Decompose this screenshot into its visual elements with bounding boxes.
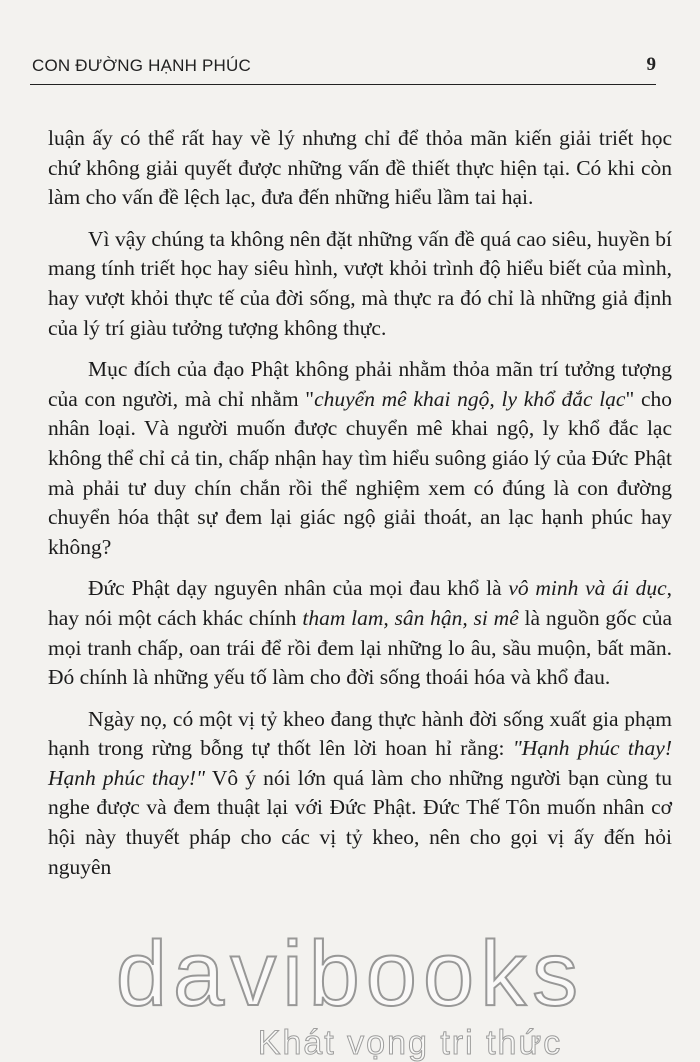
paragraph: [48, 225, 672, 343]
paragraph: [48, 124, 672, 213]
publisher-watermark: [0, 923, 700, 1062]
text-run: Mục đích của đạo Phật không phải nhằm thỏa mãn trí tưởng tượng của con người, mà chỉ nhằm ": [48, 357, 672, 411]
italic-text: "Hạnh phúc thay! Hạnh phúc thay!": [48, 736, 672, 790]
text-run: Đức Phật dạy nguyên nhân của mọi đau khổ là: [88, 576, 509, 601]
paragraph: [48, 574, 672, 692]
italic-text: vô minh và ái dục: [508, 576, 667, 601]
text-run: Vô ý nói lớn quá làm cho những người bạn cùng tu nghe được và đem thuật lại với Đức Phật. Đức Thế Tôn muốn nhân cơ hội này thuyết pháp cho các vị tỷ kheo, nên cho gọi vị ấy đến hỏi nguyên: [48, 765, 672, 879]
paragraph: [48, 705, 672, 883]
running-header: [30, 52, 656, 85]
text-run: Ngày nọ, có một vị tỷ kheo đang thực hành đời sống xuất gia phạm hạnh trong rừng bỗng tự thốt lên lời hoan hỉ rằng:: [48, 706, 672, 761]
paragraph: [48, 355, 672, 562]
italic-text: tham lam, sân hận, si mê: [302, 605, 519, 630]
text-run: Vì vậy chúng ta không nên đặt những vấn đề quá cao siêu, huyền bí mang tính triết học hay siêu hình, vượt khỏi trình độ hiểu biết của mình, hay vượt khỏi thực tế của đời sống, mà thực ra đó chỉ là những giả định của lý trí giàu tưởng tượng không thực.: [48, 226, 672, 340]
body-text: [48, 124, 672, 894]
watermark-brand: davibooks: [115, 923, 585, 1025]
text-run: là nguồn gốc của mọi tranh chấp, oan trái để rồi đem lại những lo âu, sầu muộn, bất mãn. Đó chính là những yếu tố làm cho đời sống thoái hóa và khổ đau.: [48, 605, 672, 690]
text-run: , hay nói một cách khác chính: [48, 576, 672, 630]
text-run: luận ấy có thể rất hay về lý nhưng chỉ để thỏa mãn kiến giải triết học chứ không giải quyết được những vấn đề thiết thực hiện tại. Có khi còn làm cho vấn đề lệch lạc, đưa đến những hiểu lầm tai hại.: [48, 126, 672, 210]
watermark-slogan: Khát vọng tri thức: [257, 1024, 563, 1062]
italic-text: chuyển mê khai ngộ, ly khổ đắc lạc: [314, 386, 626, 411]
text-run: " cho nhân loại. Và người muốn được chuyển mê khai ngộ, ly khổ đắc lạc không thể chỉ cả tin, chấp nhận hay tìm hiểu suông giáo lý của Đức Phật mà phải tư duy chín chắn rồi thể nghiệm xem có đúng là con đường chuyển hóa thật sự đem lại giác ngộ giải thoát, an lạc hạnh phúc hay không?: [48, 386, 672, 559]
page-number: 9: [646, 54, 656, 75]
book-title: CON ĐƯỜNG HẠNH PHÚC: [32, 56, 251, 75]
